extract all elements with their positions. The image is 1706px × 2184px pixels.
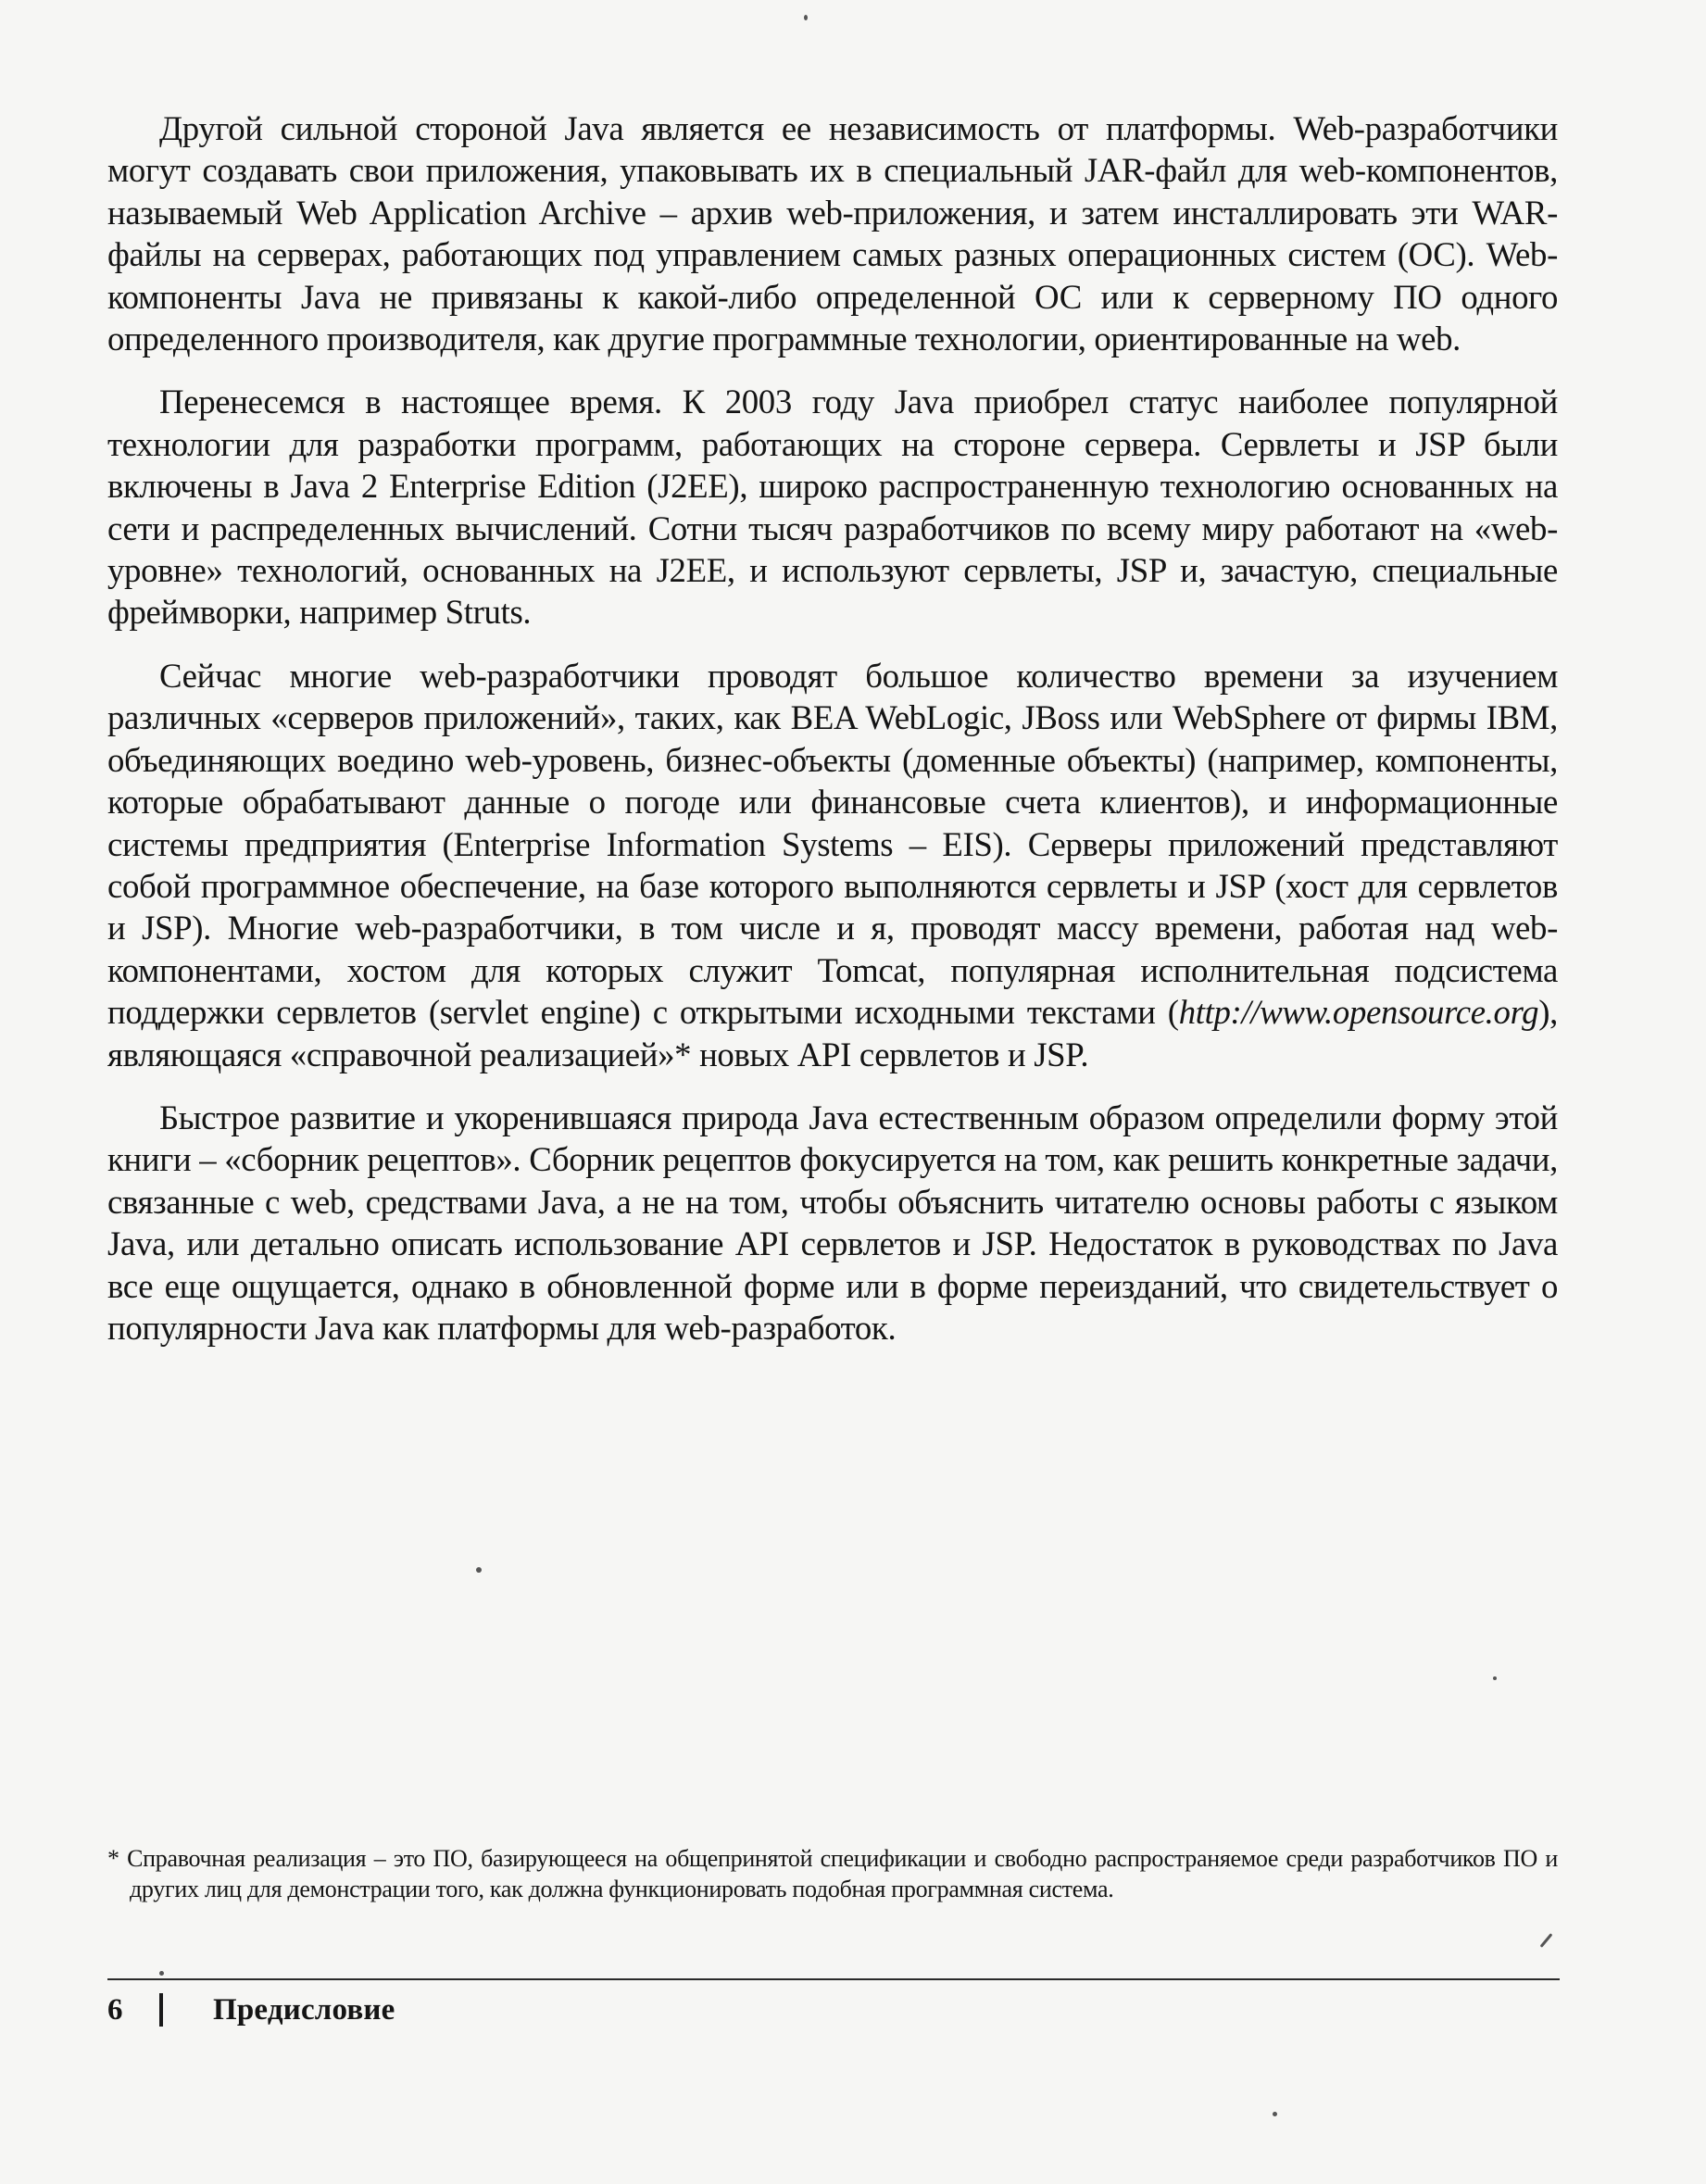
page-footer: [107, 1991, 395, 2028]
paragraph-application-servers: [107, 655, 1558, 1075]
footer-divider: [107, 1978, 1560, 1980]
scan-speck: [476, 1567, 482, 1573]
footer-separator-bar: [159, 1993, 163, 2027]
footnote: * Справочная реализация – это ПО, базирующееся на общепринятой спецификации и свободно распространяемое среди разработчиков ПО и других лиц для демонстрации того, как должна функционировать подобная программная система.: [107, 1845, 1558, 1902]
page-number: 6: [107, 1992, 123, 2027]
scan-speck: [159, 1971, 164, 1976]
main-text: [107, 107, 1558, 1370]
scan-speck: [804, 15, 808, 20]
opensource-url: http://www.opensource.org: [1178, 993, 1539, 1032]
paragraph-present-day: Перенесемся в настоящее время. К 2003 году Java приобрел статус наиболее популярной технологии для разработки программ, работающих на стороне сервера. Сервлеты и JSP были включены в Java 2 Enterprise Edition (J2EE), широко распространенную технологию основанных на сети и распределенных вычислений. Сотни тысяч разработчиков по всему миру работают на «web-уровне» технологий, основанных на J2EE, и используют сервлеты, JSP и, зачастую, специальные фреймворки, например Struts.: [107, 383, 1558, 632]
paragraph-application-servers-text-1: Сейчас многие web-разработчики проводят большое количество времени за изучением различных «серверов приложений», таких, как BEA WebLogic, JBoss или WebSphere от фирмы IBM, объединяющих воедино web-уровень, бизнес-объекты (доменные объекты) (например, компоненты, которые обрабатывают данные о погоде или финансовые счета клиентов), и информационные системы предприятия (Enterprise Information Systems – EIS). Серверы приложений представляют собой программное обеспечение, на базе которого выполняются сервлеты и JSP (хост для сервлетов и JSP). Многие web-разработчики, в том числе и я, проводят массу времени, работая над web-компонентами, хостом для которых служит Tomcat, популярная исполнительная подсистема поддержки сервлетов (servlet engine) с открытыми исходными текстами (: [107, 656, 1558, 1032]
paragraph-cookbook-form: Быстрое развитие и укоренившаяся природа Java естественным образом определили форму этой книги – «сборник рецептов». Сборник рецептов фокусируется на том, как решить конкретные задачи, связанные с web, средствами Java, а не на том, чтобы объяснить читателю основы работы с языком Java, или детально описать использование API сервлетов и JSP. Недостаток в руководствах по Java все еще ощущается, однако в обновленной форме или в форме переизданий, что свидетельствует о популярности Java как платформы для web-разработок.: [107, 1098, 1558, 1347]
section-title: Предисловие: [213, 1992, 395, 2027]
paragraph-platform-independence: Другой сильной стороной Java является ее независимость от платформы. Web-разработчики могут создавать свои приложения, упаковывать их в специальный JAR-файл для web-компонентов, называемый Web Application Archive – архив web-приложения, и затем инсталлировать эти WAR-файлы на серверах, работающих под управлением самых разных операционных систем (ОС). Web-компоненты Java не привязаны к какой-либо определенной ОС или к серверному ПО одного определенного производителя, как другие программные технологии, ориентированные на web.: [107, 109, 1558, 358]
paragraph-application-servers-text-2: ), являющаяся «справочной реализацией»* новых API сервлетов и JSP.: [107, 993, 1558, 1073]
scan-speck: [1273, 2112, 1277, 2116]
scan-speck: [1493, 1676, 1497, 1680]
scan-speck: [1540, 1933, 1553, 1948]
